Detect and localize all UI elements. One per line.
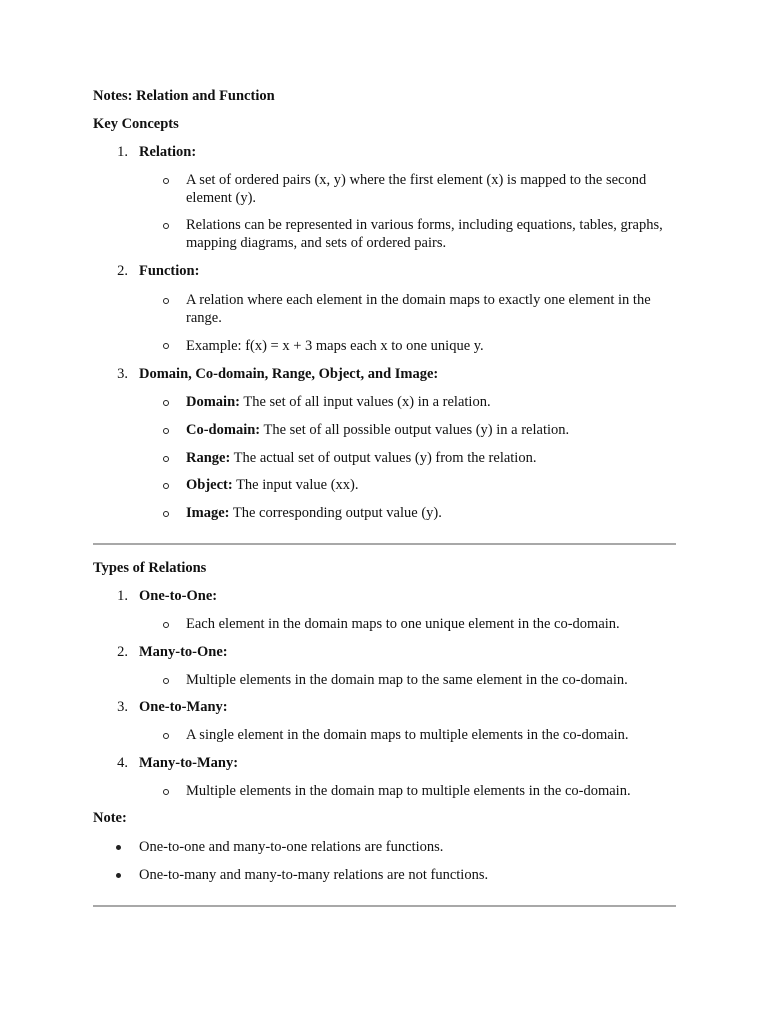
relation-type-label: One-to-One: [139,588,218,604]
list-item: Example: f(x) = x + 3 maps each x to one unique y. [186,338,484,354]
hollow-bullet-icon [163,343,169,349]
definition-codomain: The set of all possible output values (y) in a relation. [260,422,570,438]
section-heading-types-of-relations: Types of Relations [93,560,207,576]
solid-bullet-icon [116,873,121,878]
hollow-bullet-icon [163,428,169,434]
hollow-bullet-icon [163,789,169,795]
concept-label-domain-codomain: Domain, Co-domain, Range, Object, and Image: [139,366,439,382]
term-range: Range: [186,450,231,466]
hollow-bullet-icon [163,178,169,184]
page-title: Notes: Relation and Function [93,88,275,104]
relation-type-label: Many-to-Many: [139,755,239,771]
list-number: 1. [117,144,128,160]
section-heading-key-concepts: Key Concepts [93,116,179,132]
list-item: Multiple elements in the domain map to multiple elements in the co-domain. [186,783,631,799]
definition-domain: The set of all input values (x) in a relation. [239,394,491,410]
hollow-bullet-icon [163,678,169,684]
note-item: One-to-many and many-to-many relations are not functions. [139,867,489,883]
hollow-bullet-icon [163,511,169,517]
list-item [186,422,569,439]
list-item: A relation where each element in the domain maps to exactly one element in the range. [186,292,651,326]
list-item: A set of ordered pairs (x, y) where the first element (x) is mapped to the second element (y). [186,172,647,206]
list-item: Relations can be represented in various forms, including equations, tables, graphs, mapping diagrams, and sets of ordered pairs. [186,217,663,251]
list-item [186,394,491,411]
hollow-bullet-icon [163,400,169,406]
list-item: A single element in the domain maps to multiple elements in the co-domain. [186,727,629,743]
solid-bullet-icon [116,845,121,850]
list-item [186,477,358,494]
list-item [186,505,442,522]
definition-object: The input value (xx). [232,477,359,493]
concept-label-function: Function: [139,263,200,279]
note-item: One-to-one and many-to-one relations are functions. [139,839,444,855]
definition-image: The corresponding output value (y). [229,505,442,521]
list-item: Multiple elements in the domain map to the same element in the co-domain. [186,672,628,688]
definition-range: The actual set of output values (y) from the relation. [230,450,537,466]
list-number: 4. [117,755,128,771]
term-domain: Domain: [186,394,240,410]
term-object: Object: [186,477,233,493]
list-number: 2. [117,263,128,279]
term-codomain: Co-domain: [186,422,261,438]
hollow-bullet-icon [163,456,169,462]
list-number: 3. [117,699,128,715]
note-heading: Note: [93,810,127,826]
concept-label-relation: Relation: [139,144,197,160]
relation-type-label: Many-to-One: [139,644,228,660]
hollow-bullet-icon [163,223,169,229]
hollow-bullet-icon [163,733,169,739]
horizontal-divider [93,543,676,545]
hollow-bullet-icon [163,298,169,304]
list-number: 1. [117,588,128,604]
relation-type-label: One-to-Many: [139,699,228,715]
horizontal-divider [93,905,676,907]
list-item: Each element in the domain maps to one unique element in the co-domain. [186,616,620,632]
hollow-bullet-icon [163,622,169,628]
list-number: 2. [117,644,128,660]
hollow-bullet-icon [163,483,169,489]
list-item [186,450,536,467]
list-number: 3. [117,366,128,382]
term-image: Image: [186,505,230,521]
